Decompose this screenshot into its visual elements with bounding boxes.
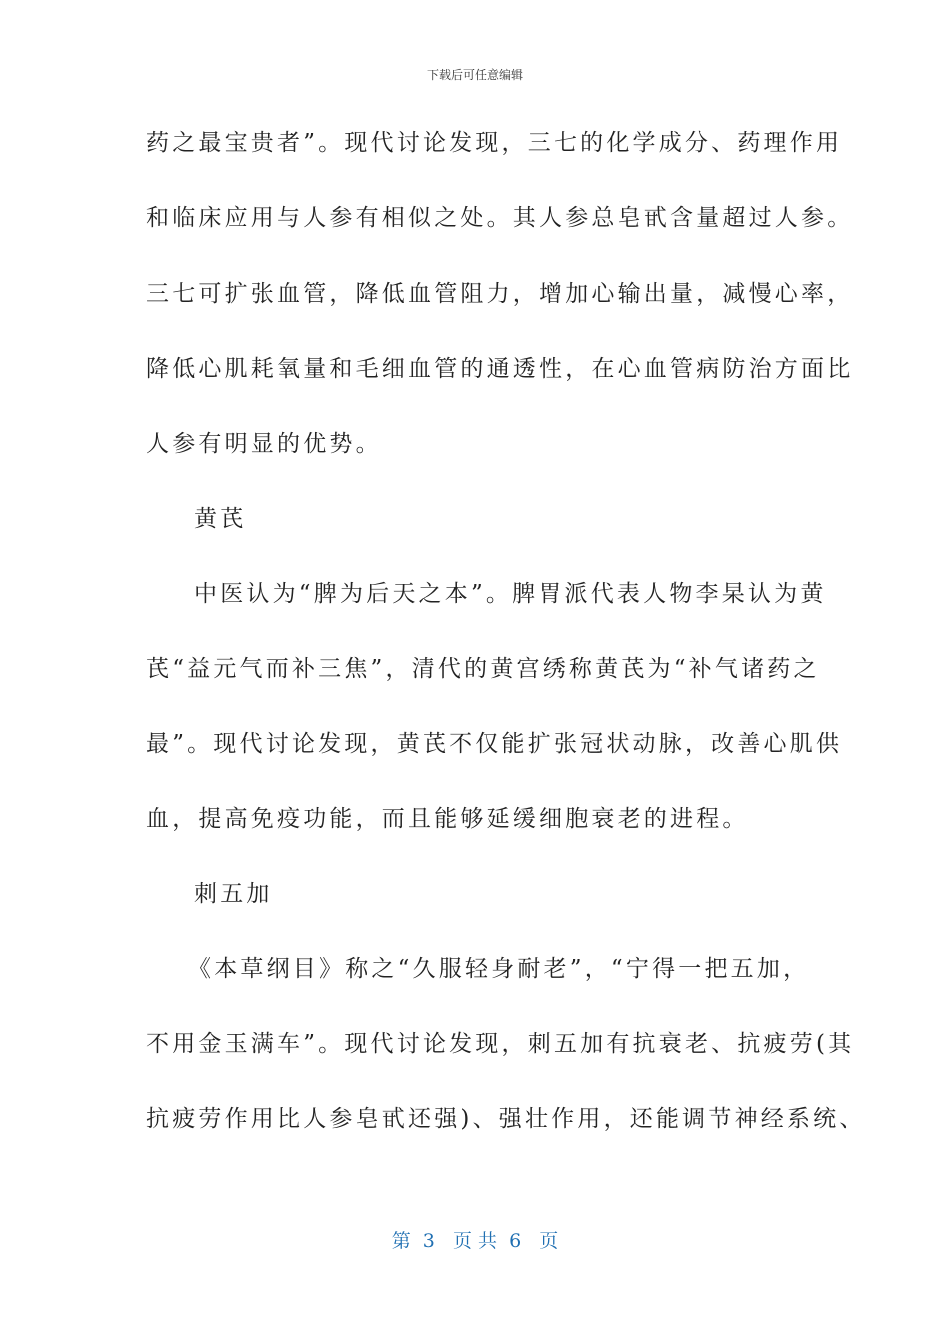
- text-line: 三七可扩张血管，降低血管阻力，增加心输出量，减慢心率，: [146, 281, 854, 307]
- section-heading-ciwujia: 刺五加: [194, 881, 273, 907]
- text-line: 芪“益元气而补三焦”，清代的黄宫绣称黄芪为“补气诸药之: [146, 656, 820, 682]
- section-heading-huangqi: 黄芪: [194, 506, 247, 532]
- text-line: 血，提高免疫功能，而且能够延缓细胞衰老的进程。: [146, 806, 749, 832]
- text-line: 《本草纲目》称之“久服轻身耐老”，“宁得一把五加，: [188, 956, 810, 982]
- text-line: 抗疲劳作用比人参皂甙还强)、强壮作用，还能调节神经系统、: [146, 1106, 866, 1132]
- text-line: 不用金玉满车”。现代讨论发现，刺五加有抗衰老、抗疲劳(其: [146, 1031, 855, 1057]
- page-number: 第 3 页 共 6 页: [391, 1230, 559, 1252]
- text-line: 和临床应用与人参有相似之处。其人参总皂甙含量超过人参。: [146, 205, 854, 231]
- text-line: 最”。现代讨论发现，黄芪不仅能扩张冠状动脉，改善心肌供: [146, 731, 843, 757]
- text-line: 药之最宝贵者”。现代讨论发现，三七的化学成分、药理作用: [146, 130, 843, 156]
- text-line: 降低心肌耗氧量和毛细血管的通透性，在心血管病防治方面比: [146, 356, 854, 382]
- text-line: 人参有明显的优势。: [146, 431, 382, 457]
- header-note: 下载后可任意编辑: [426, 68, 523, 82]
- text-line: 中医认为“脾为后天之本”。脾胃派代表人物李杲认为黄: [194, 581, 827, 607]
